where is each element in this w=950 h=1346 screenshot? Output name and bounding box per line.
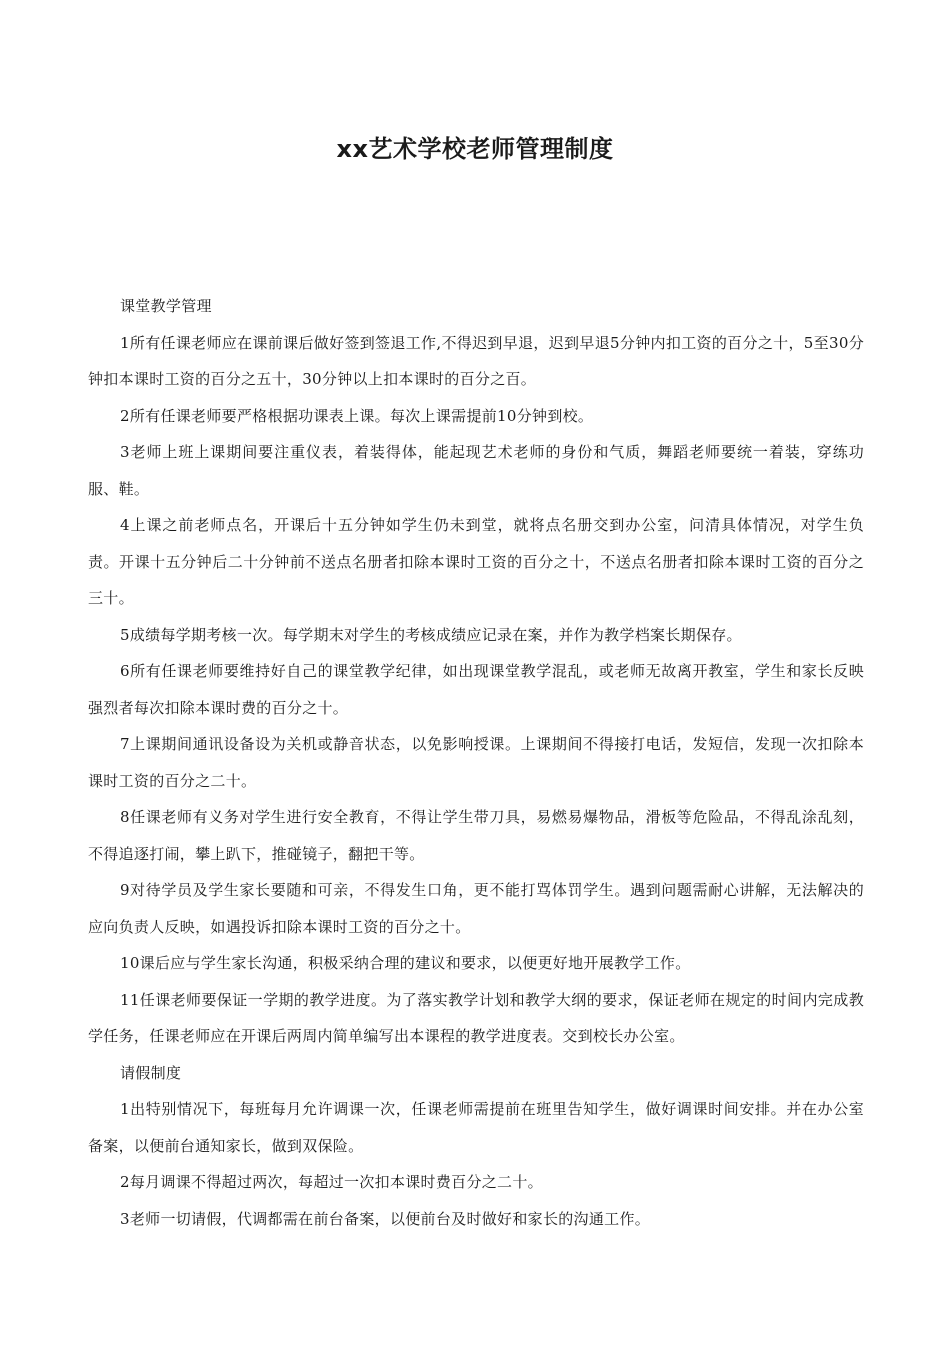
paragraph: 2所有任课老师要严格根据功课表上课。每次上课需提前10分钟到校。 [120, 406, 594, 425]
paragraph: 4上课之前老师点名，开课后十五分钟如学生仍未到堂，就将点名册交到办公室，问清具体情况，对学生负责。开课十五分钟后二十分钟前不送点名册者扣除本课时工资的百分之十，不送点名册者扣除本课时工资的百分之三十。 [88, 516, 864, 607]
paragraph: 2每月调课不得超过两次，每超过一次扣本课时费百分之二十。 [120, 1173, 543, 1191]
paragraph: 9对待学员及学生家长要随和可亲，不得发生口角，更不能打骂体罚学生。遇到问题需耐心讲解，无法解决的应向负责人反映，如遇投诉扣除本课时工资的百分之十。 [88, 881, 864, 936]
paragraph: 6所有任课老师要维持好自己的课堂教学纪律，如出现课堂教学混乱，或老师无故离开教室，学生和家长反映强烈者每次扣除本课时费的百分之十。 [88, 662, 864, 717]
paragraph: 10课后应与学生家长沟通，积极采纳合理的建议和要求，以便更好地开展教学工作。 [120, 954, 691, 972]
paragraph: 7上课期间通讯设备设为关机或静音状态，以免影响授课。上课期间不得接打电话，发短信，发现一次扣除本课时工资的百分之二十。 [88, 735, 864, 790]
paragraph: 3老师上班上课期间要注重仪表，着装得体，能起现艺术老师的身份和气质，舞蹈老师要统一着装，穿练功服、鞋。 [88, 443, 864, 498]
paragraph: 8任课老师有义务对学生进行安全教育，不得让学生带刀具，易燃易爆物品，滑板等危险品，不得乱涂乱刻，不得追逐打闹，攀上趴下，推碰镜子，翻把干等。 [88, 808, 864, 863]
paragraph: 11任课老师要保证一学期的教学进度。为了落实教学计划和教学大纲的要求，保证老师在规定的时间内完成教学任务，任课老师应在开课后两周内简单编写出本课程的教学进度表。交到校长办公室。 [88, 990, 864, 1045]
paragraph: 3老师一切请假，代调都需在前台备案，以便前台及时做好和家长的沟通工作。 [120, 1209, 651, 1228]
document-body [88, 288, 864, 1237]
document-title: xx艺术学校老师管理制度 [336, 135, 614, 163]
paragraph: 1出特别情况下，每班每月允许调课一次，任课老师需提前在班里告知学生，做好调课时间安排。并在办公室备案，以便前台通知家长，做到双保险。 [88, 1100, 864, 1155]
paragraph: 1所有任课老师应在课前课后做好签到签退工作,不得迟到早退，迟到早退5分钟内扣工资的百分之十，5至30分钟扣本课时工资的百分之五十，30分钟以上扣本课时的百分之百。 [88, 333, 864, 388]
section-heading-classroom: 课堂教学管理 [120, 297, 212, 315]
paragraph: 5成绩每学期考核一次。每学期末对学生的考核成绩应记录在案，并作为教学档案长期保存。 [120, 625, 742, 644]
section-heading-leave: 请假制度 [120, 1063, 182, 1082]
